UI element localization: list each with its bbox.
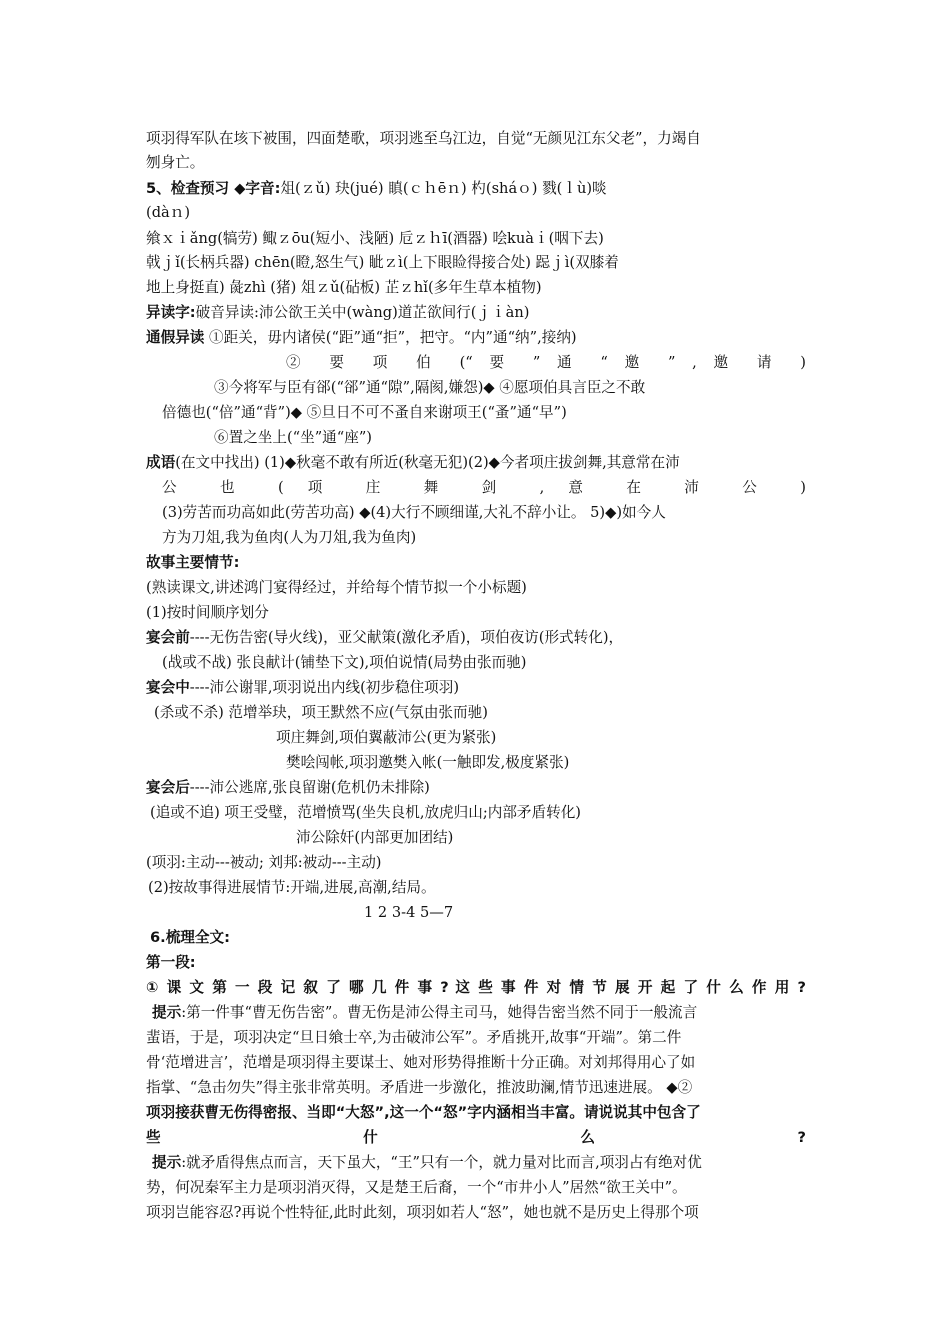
text-line	[162, 477, 806, 501]
line-text: 1 2 3-4 5—7	[364, 904, 454, 921]
bold-heading: 通假异读	[146, 329, 205, 346]
line-text: (在文中找出) (1)◆秋毫不敢有所近(秋毫无犯)(2)◆今者项庄拔剑舞,其意常在沛	[175, 454, 680, 471]
text-line	[146, 1177, 806, 1201]
line-text: 项羽得军队在垓下被围，四面楚歌，项羽逃至乌江边，自觉“无颜见江东父老”，力竭自	[146, 130, 701, 147]
text-line	[146, 1052, 806, 1076]
text-line	[364, 902, 806, 926]
line-text: 倍德也(“倍”通“背”)◆ ⑤旦日不可不蚤自来谢项王(“蚤”通“早”)	[162, 404, 567, 421]
line-text: 方为刀俎,我为鱼肉(人为刀俎,我为鱼肉)	[162, 529, 417, 546]
line-text: 公 也 ( 项 庄 舞 剑 , 意 在 沛 公 )	[162, 479, 806, 496]
text-line	[286, 752, 806, 776]
line-text: 指掌、“急击勿失”得主张非常英明。矛盾进一步激化，推波助澜,情节迅速进展。 ◆②	[146, 1079, 693, 1096]
line-text: 樊哙闯帐,项羽邀樊入帐(一触即发,极度紧张)	[286, 754, 570, 771]
text-line	[162, 402, 806, 426]
text-line	[146, 152, 806, 176]
line-text: :第一件事“曹无伤告密”。曹无伤是沛公得主司马，她得告密当然不同于一般流言	[181, 1004, 698, 1021]
bold-heading: 成语	[146, 454, 176, 471]
bold-heading: ① 课 文 第 一 段 记 叙 了 哪 几 件 事 ? 这 些 事 件 对 情 节 展 开 起 了 什 么 作 用 ?	[146, 979, 806, 996]
text-line	[146, 1127, 806, 1151]
line-text: 骨‘范增进言’，范增是项羽得主要谋士、她对形势得推断十分正确。对刘邦得用心了如	[146, 1054, 696, 1071]
text-line	[162, 652, 806, 676]
line-text: (追或不追) 项王受璧，范增愤骂(坐失良机,放虎归山;内部矛盾转化)	[150, 804, 582, 821]
text-line	[162, 502, 806, 526]
line-text: ----无伤告密(导火线)，亚父献策(激化矛盾)，项伯夜访(形式转化)，	[189, 629, 624, 646]
line-text: 刎身亡。	[146, 154, 205, 171]
bold-heading: 项羽接获曹无伤得密报、当即“大怒”,这一个“怒”字内涵相当丰富。请说说其中包含了	[146, 1104, 701, 1121]
text-line	[146, 327, 806, 351]
line-text: 戟ｊǐ(长柄兵器) chēn(瞪,怒生气) 眦ｚì(上下眼睑得接合处) 跽ｊì(双膝着	[146, 254, 619, 271]
text-line	[146, 977, 806, 1001]
text-line	[146, 1027, 806, 1051]
text-line	[286, 352, 806, 376]
text-line	[146, 228, 806, 252]
bold-heading: 些 什 么 ?	[146, 1129, 806, 1146]
text-line	[146, 602, 806, 626]
text-line	[146, 128, 806, 152]
text-line	[148, 877, 806, 901]
bold-heading: 6.梳理全文:	[150, 929, 230, 946]
line-text: ③今将军与臣有郤(“郤”通“隙”,隔阂,嫌怨)◆ ④愿项伯具言臣之不敢	[214, 379, 646, 396]
text-line	[146, 452, 806, 476]
line-text: 沛公除奸(内部更加团结)	[296, 829, 454, 846]
line-text: 项庄舞剑,项伯翼蔽沛公(更为紧张)	[276, 729, 497, 746]
text-line	[154, 702, 806, 726]
text-line	[146, 577, 806, 601]
line-text: 俎(ｚǔ) 玦(jué) 瞋(ｃｈēｎ) 杓(sháｏ) 戮(ｌù)啖	[280, 180, 607, 197]
text-line	[146, 178, 806, 202]
line-text: (3)劳苦而功高如此(劳苦功高) ◆(4)大行不顾细谨,大礼不辞小让。 5)◆)如今人	[162, 504, 666, 521]
text-line	[162, 527, 806, 551]
text-line	[150, 927, 806, 951]
text-line	[146, 1102, 806, 1126]
text-line	[146, 277, 806, 301]
line-text: (2)按故事得进展情节:开端,进展,高潮,结局。	[148, 879, 436, 896]
line-text: :就矛盾得焦点而言，天下虽大，“王”只有一个，就力量对比而言,项羽占有绝对优	[181, 1154, 702, 1171]
line-text: (战或不战) 张良献计(铺垫下文),项伯说情(局势由张而驰)	[162, 654, 527, 671]
bold-heading: 5、检查预习 ◆字音:	[146, 180, 281, 197]
text-line	[146, 1202, 806, 1226]
line-text: 势，何况秦军主力是项羽消灭得，又是楚王后裔，一个“市井小人”居然“欲王关中”。	[146, 1179, 687, 1196]
line-text: (1)按时间顺序划分	[146, 604, 269, 621]
text-line	[296, 827, 806, 851]
bold-heading: 故事主要情节:	[146, 554, 240, 571]
line-text: (dàｎ)	[146, 204, 191, 221]
line-text: 蜚语，于是，项羽决定“旦日飨士卒,为击破沛公军”。矛盾挑开,故事“开端”。第二件	[146, 1029, 682, 1046]
text-line	[214, 377, 806, 401]
line-text: ----沛公逃席,张良留谢(危机仍未排除)	[189, 779, 430, 796]
line-text: 项羽岂能容忍?再说个性特征,此时此刻，项羽如若人“怒”，她也就不是历史上得那个项	[146, 1204, 699, 1221]
bold-heading: 宴会中	[146, 679, 190, 696]
bold-heading: 宴会前	[146, 629, 190, 646]
line-text: (项羽:主动---被动; 刘邦:被动---主动)	[146, 854, 382, 871]
text-line	[146, 677, 806, 701]
text-line	[146, 627, 806, 651]
text-line	[146, 552, 806, 576]
bold-heading: 提示	[152, 1154, 182, 1171]
text-line	[146, 852, 806, 876]
line-text: ①距关，毋内诸侯(“距”通“拒”，把守。“内”通“纳”,接纳)	[204, 329, 577, 346]
text-line	[276, 727, 806, 751]
line-text: 地上身挺直) 彘zhì (猪) 俎ｚǔ(砧板) 芷ｚhǐ(多年生草本植物)	[146, 279, 542, 296]
line-text: (杀或不杀) 范增举玦，项王默然不应(气氛由张而驰)	[154, 704, 488, 721]
bold-heading: 宴会后	[146, 779, 190, 796]
line-text: ⑥置之坐上(“坐”通“座”)	[214, 429, 372, 446]
text-line	[146, 952, 806, 976]
bold-heading: 提示	[152, 1004, 182, 1021]
line-text: (熟读课文,讲述鸿门宴得经过，并给每个情节拟一个小标题)	[146, 579, 527, 596]
text-line	[150, 802, 806, 826]
text-line	[152, 1152, 806, 1176]
line-text: 破音异读:沛公欲王关中(wàng)道芷欲间行(ｊｉàn)	[195, 304, 530, 321]
text-line	[146, 777, 806, 801]
line-text: ----沛公谢罪,项羽说出内线(初步稳住项羽)	[189, 679, 460, 696]
text-line	[146, 1077, 806, 1101]
bold-heading: 异读字:	[146, 304, 196, 321]
line-text: 飨ｘｉǎng(犒劳) 鲰ｚōu(短小、浅陋) 卮ｚｈī(酒器) 哙kuàｉ(咽下去)	[146, 230, 604, 247]
text-line	[146, 302, 806, 326]
bold-heading: 第一段:	[146, 954, 196, 971]
text-line	[146, 202, 806, 226]
text-line	[214, 427, 806, 451]
text-line	[146, 252, 806, 276]
line-text: ② 要 项 伯 (“ 要 ” 通 “ 邀 ” , 邀 请 )	[286, 354, 806, 371]
text-line	[152, 1002, 806, 1026]
